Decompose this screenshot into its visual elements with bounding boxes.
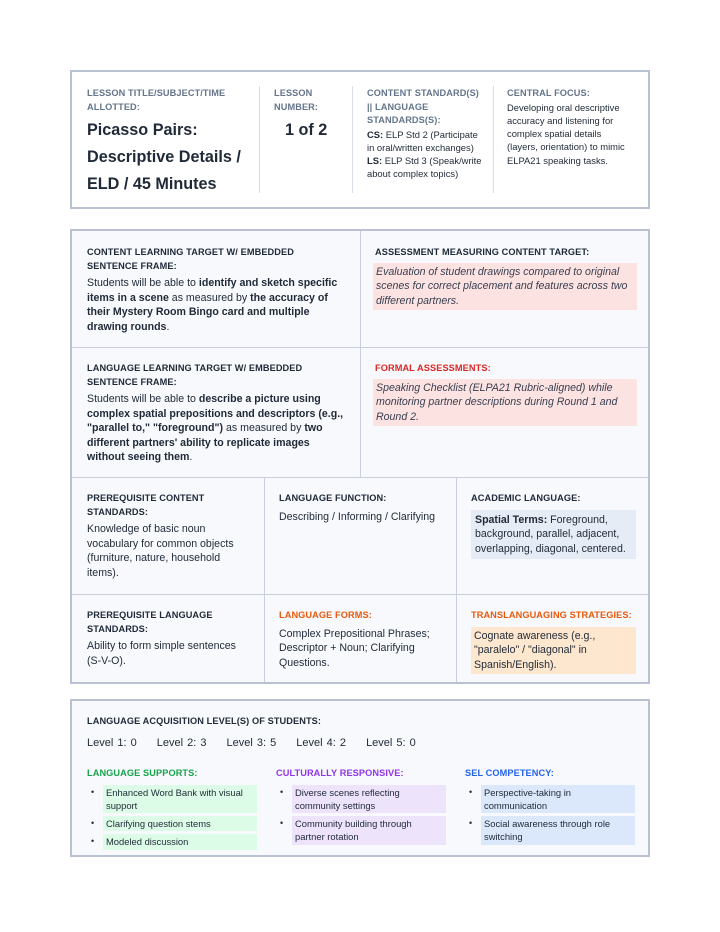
acquisition-label: LANGUAGE ACQUISITION LEVEL(S) OF STUDENTS:: [87, 716, 322, 726]
grid-line: [72, 477, 648, 478]
list-item: • Clarifying question stems: [87, 816, 257, 831]
formal-assessments-section: [375, 362, 637, 426]
central-focus: Developing oral descriptive accuracy and listening for complex spatial details (layers, orientation) to mimic ELPA21 speaking tasks.: [507, 101, 625, 166]
translanguaging-label: TRANSLANGUAGING STRATEGIES:: [471, 610, 632, 620]
central-focus-section: [507, 87, 632, 167]
prereq-language-label: PREREQUISITE LANGUAGE STANDARDS:: [87, 610, 213, 634]
ls-standard: LS: ELP Std 3 (Speak/write about complex topics): [367, 155, 482, 180]
divider: [259, 86, 260, 193]
language-function-section: [279, 492, 444, 524]
level-count: Level 3: 5: [226, 737, 277, 749]
level-count: Level 5: 0: [366, 737, 416, 749]
language-supports-label: LANGUAGE SUPPORTS:: [87, 768, 198, 778]
translanguaging-text: Cognate awareness (e.g., "paralelo" / "diagonal" in Spanish/English).: [471, 627, 636, 675]
acquisition-card: [70, 699, 650, 857]
content-target-text: Students will be able to identify and sketch specific items in a scene as measured by the accuracy of their Mystery Room Bingo card and multiple drawing rounds.: [87, 277, 338, 333]
acquisition-levels: [87, 737, 432, 749]
list-item: • Community building through partner rotation: [276, 816, 446, 845]
lesson-header-card: [70, 70, 650, 209]
list-item: • Perspective-taking in communication: [465, 785, 635, 814]
lesson-title-section: [87, 87, 257, 198]
list-item: • Modeled discussion: [87, 834, 257, 849]
sel-competency-list: [465, 785, 635, 845]
language-function-label: LANGUAGE FUNCTION:: [279, 493, 387, 503]
grid-line: [360, 231, 361, 477]
sel-competency-section: [465, 767, 635, 848]
culturally-responsive-list: [276, 785, 446, 845]
academic-language-text: Spatial Terms: Foreground, background, parallel, adjacent, overlapping, diagonal, centered.: [471, 510, 636, 560]
culturally-responsive-section: [276, 767, 446, 848]
sel-competency-label: SEL COMPETENCY:: [465, 768, 554, 778]
translanguaging-section: [471, 609, 636, 674]
content-target-label: CONTENT LEARNING TARGET W/ EMBEDDED SENTENCE FRAME:: [87, 247, 294, 271]
content-standard-section: [367, 87, 485, 181]
lesson-number-section: [274, 87, 344, 140]
divider: [493, 86, 494, 193]
level-count: Level 4: 2: [296, 737, 346, 749]
central-focus-label: CENTRAL FOCUS:: [507, 88, 590, 98]
lesson-number-label: LESSON NUMBER:: [274, 88, 319, 112]
culturally-responsive-label: CULTURALLY RESPONSIVE:: [276, 768, 404, 778]
assessment-section: [375, 246, 637, 310]
prereq-content-section: [87, 492, 252, 580]
academic-language-section: [471, 492, 636, 559]
grid-line: [264, 477, 265, 682]
assessment-text: Evaluation of student drawings compared to original scenes for correct placement and features across two different partners.: [373, 263, 637, 311]
lesson-title: Picasso Pairs: Descriptive Details / ELD / 45 Minutes: [87, 121, 241, 193]
lesson-title-label: LESSON TITLE/SUBJECT/TIME ALLOTTED:: [87, 88, 226, 112]
language-forms-text: Complex Prepositional Phrases; Descriptor + Noun; Clarifying Questions.: [279, 627, 430, 669]
prereq-content-label: PREREQUISITE CONTENT STANDARDS:: [87, 493, 205, 517]
assessment-label: ASSESSMENT MEASURING CONTENT TARGET:: [375, 247, 590, 257]
content-standard-label: CONTENT STANDARD(S) || LANGUAGE STANDARDS(S):: [367, 88, 479, 125]
prereq-content-text: Knowledge of basic noun vocabulary for common objects (furniture, nature, household items).: [87, 523, 234, 579]
level-count: Level 2: 3: [156, 737, 207, 749]
language-target-text: Students will be able to describe a picture using complex spatial prepositions and descriptors (e.g., "parallel to," "foreground") as measured by two different partners' ability to replicate images without seeing them.: [87, 393, 344, 463]
formal-assessments-label: FORMAL ASSESSMENTS:: [375, 363, 491, 373]
grid-line: [72, 594, 648, 595]
lesson-number: 1 of 2: [285, 121, 328, 139]
language-target-label: LANGUAGE LEARNING TARGET W/ EMBEDDED SENTENCE FRAME:: [87, 363, 303, 387]
prereq-language-text: Ability to form simple sentences (S-V-O).: [87, 640, 236, 667]
list-item: • Social awareness through role switching: [465, 816, 635, 845]
language-function-text: Describing / Informing / Clarifying: [279, 510, 436, 523]
language-supports-section: [87, 767, 257, 853]
targets-card: [70, 229, 650, 684]
language-learning-target: [87, 362, 349, 465]
language-supports-list: [87, 785, 257, 850]
prereq-language-section: [87, 609, 252, 668]
grid-line: [72, 347, 648, 348]
cs-standard: CS: ELP Std 2 (Participate in oral/written exchanges): [367, 128, 478, 153]
language-forms-section: [279, 609, 444, 670]
academic-language-label: ACADEMIC LANGUAGE:: [471, 493, 581, 503]
list-item: • Diverse scenes reflecting community settings: [276, 785, 446, 814]
content-learning-target: [87, 246, 347, 334]
list-item: • Enhanced Word Bank with visual support: [87, 785, 257, 814]
grid-line: [456, 477, 457, 682]
level-count: Level 1: 0: [87, 737, 137, 749]
divider: [352, 86, 353, 193]
language-forms-label: LANGUAGE FORMS:: [279, 610, 372, 620]
formal-assessments-text: Speaking Checklist (ELPA21 Rubric-aligned) while monitoring partner descriptions during Round 1 and Round 2.: [373, 379, 637, 427]
